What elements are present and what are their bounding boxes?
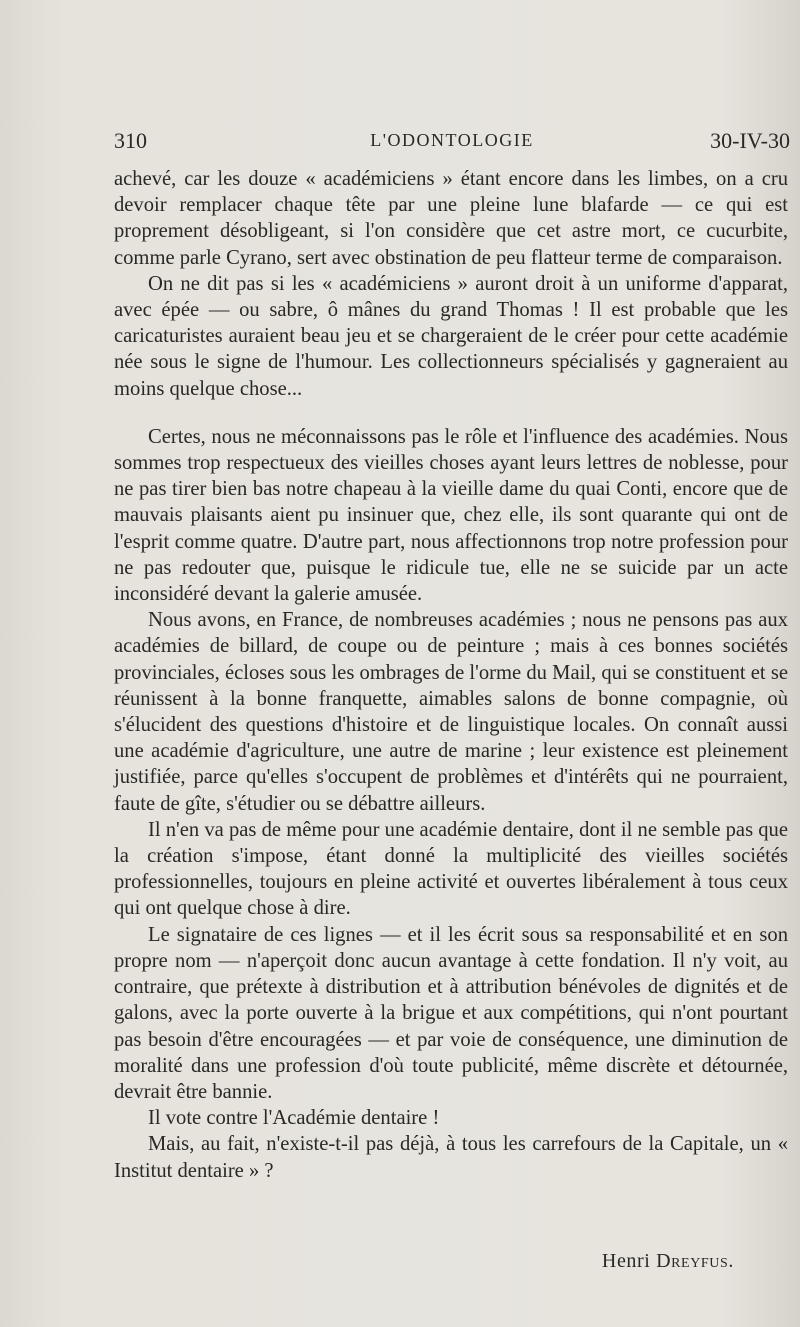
running-header <box>114 128 790 158</box>
paragraph-7: Il vote contre l'Académie dentaire ! <box>148 1107 440 1130</box>
author-first-name: Henri <box>601 1250 651 1272</box>
paragraph-8: Mais, au fait, n'existe-t-il pas déjà, à tous les carrefours de la Capitale, un « Institut dentaire » ? <box>114 1133 788 1182</box>
page-number: 310 <box>114 128 147 153</box>
article-body <box>114 166 788 1184</box>
paragraph-6: Le signataire de ces lignes — et il les écrit sous sa responsabilité et en son propre nom — n'aperçoit donc aucun avantage à cette fondation. Il n'y voit, au contraire, que prétexte à distribution et à attribution bénévoles de dignités et de galons, avec la porte ouverte à la brigue et aux compétitions, qui n'ont pourtant pas besoin d'être encouragées — et par voie de conséquence, une diminution de moralité dans une profession d'où toute publicité, même discrète et détournée, devrait être bannie. <box>114 923 788 1103</box>
journal-title: L'ODONTOLOGIE <box>370 130 534 150</box>
paragraph-1: achevé, car les douze « académiciens » étant encore dans les limbes, on a cru devoir remplacer chaque tête par une pleine lune blafarde — ce qui est proprement désobligeant, si l'on considère que cet astre mort, ce cucurbite, comme parle Cyrano, sert avec obstination de peu flatteur terme de comparaison. <box>114 168 788 269</box>
issue-date: 30-IV-30 <box>710 128 790 153</box>
paragraph-2: On ne dit pas si les « académiciens » auront droit à un uniforme d'apparat, avec épée — ou sabre, ô mânes du grand Thomas ! Il est probable que les caricaturistes auraient beau jeu et se chargeraient de le créer pour cette académie née sous le signe de l'humour. Les collectionneurs spécialisés y gagneraient au moins quelque chose... <box>114 272 788 400</box>
author-last-name: Dreyfus. <box>656 1250 734 1272</box>
paragraph-5: Il n'en va pas de même pour une académie dentaire, dont il ne semble pas que la création s'impose, étant donné la multiplicité des vieilles sociétés professionnelles, toujours en pleine activité et ouvertes libéralement à tous ceux qui ont quelque chose à dire. <box>114 818 788 920</box>
paragraph-4: Nous avons, en France, de nombreuses académies ; nous ne pensons pas aux académies de billard, de coupe ou de peinture ; mais à ces bonnes sociétés provinciales, écloses sous les ombrages de l'orme du Mail, qui se constituent et se réunissent à la bonne franquette, aimables salons de bonne compagnie, où s'élucident des questions d'histoire et de linguistique locales. On connaît aussi une académie d'agriculture, une autre de marine ; leur existence est pleinement justifiée, parce qu'elles s'occupent de problèmes et d'intérêts qui ne pourraient, faute de gîte, s'étudier ou se débattre ailleurs. <box>114 609 788 815</box>
author-signature <box>602 1250 734 1273</box>
paragraph-3: Certes, nous ne méconnaissons pas le rôle et l'influence des académies. Nous sommes trop respectueux des vieilles choses ayant leurs lettres de noblesse, pour ne pas tirer bien bas notre chapeau à la vieille dame du quai Conti, encore que de mauvais plaisants aient pu insinuer que, chez elle, ils sont quarante qui ont de l'esprit comme quatre. D'autre part, nous affectionnons trop notre profession pour ne pas redouter que, puisque le ridicule tue, elle ne se suicide par un acte inconsidéré devant la galerie amusée. <box>114 425 788 606</box>
